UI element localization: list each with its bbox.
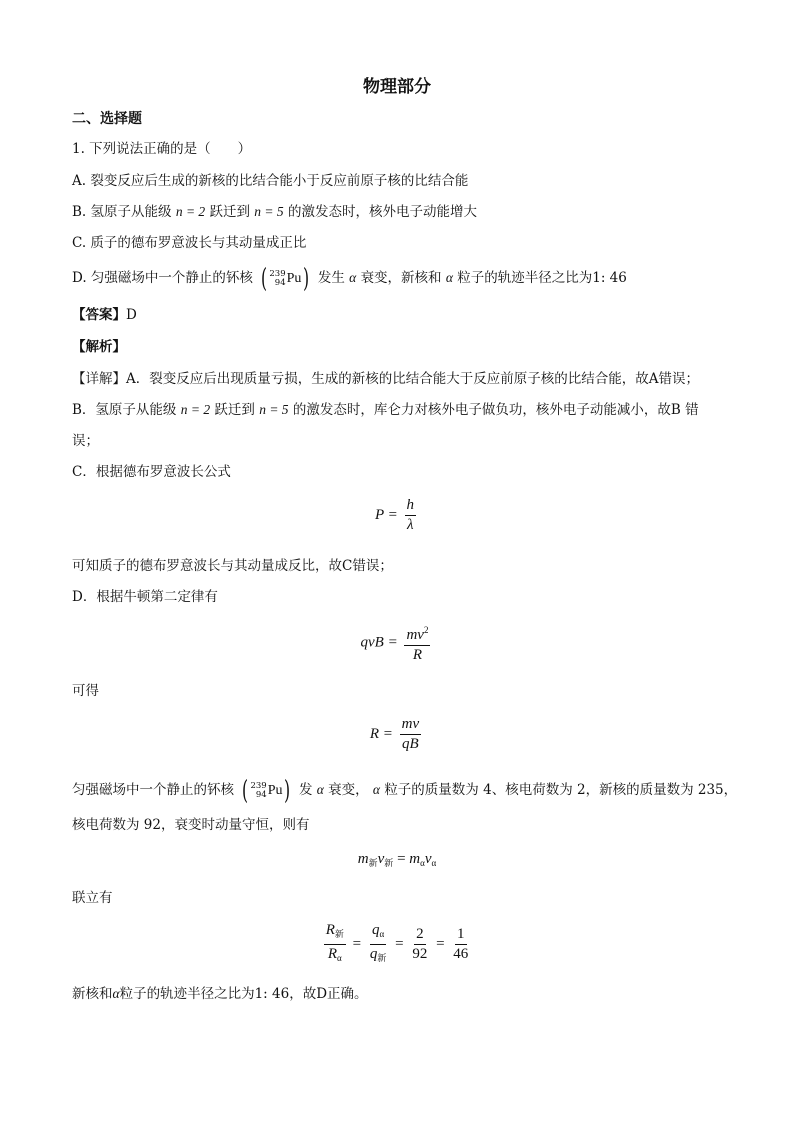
- formula-q-lhs: qvB =: [360, 634, 398, 651]
- fraction-numerator: 1: [455, 926, 467, 945]
- explain-d-then: 可得: [72, 683, 99, 699]
- sub-new: 新: [368, 858, 378, 868]
- option-d-text-1: D. 匀强磁场中一个静止的钚核: [72, 270, 253, 286]
- fraction-denominator: 46: [453, 946, 469, 962]
- detail-label: 【详解】: [72, 371, 126, 387]
- element-symbol: Pu: [286, 270, 302, 286]
- equals-sign: =: [397, 851, 406, 867]
- formula-r-lhs: R =: [369, 725, 393, 742]
- fraction-numerator: [370, 922, 386, 945]
- formula-momentum: [0, 497, 794, 534]
- q-alpha: q: [371, 922, 380, 938]
- fraction-numerator: 2: [414, 926, 426, 945]
- charge-number: 94: [274, 277, 286, 288]
- explain-d-text-b: 发: [298, 782, 313, 798]
- explain-d-text-a: 匀强磁场中一个静止的钚核: [72, 782, 234, 798]
- numerator-mv: mv: [406, 627, 424, 643]
- plutonium-nuclide: [259, 263, 311, 294]
- r-new: R: [325, 922, 335, 938]
- v-alpha: v: [424, 851, 432, 867]
- fraction-numerator: h: [405, 497, 417, 516]
- option-b-level-1: n = 2: [175, 204, 206, 219]
- formula-lorentz: [0, 622, 794, 664]
- fraction-1-46: [451, 926, 470, 963]
- element-symbol: Pu: [267, 782, 283, 798]
- explain-d-text-c: 衰变，: [328, 782, 369, 798]
- option-a: A. 裂变反应后生成的新核的比结合能小于反应前原子核的比结合能: [72, 173, 469, 189]
- sub-alpha: α: [337, 953, 342, 963]
- option-d-text-2: 发生: [317, 270, 345, 286]
- numerator-exponent: 2: [423, 625, 429, 635]
- alpha-symbol: α: [112, 986, 120, 1001]
- explain-d-momentum: 核电荷数为 92，衰变时动量守恒，则有: [72, 817, 310, 833]
- explain-d-decay: [72, 775, 738, 806]
- fraction-numerator: [324, 922, 346, 945]
- alpha-symbol: α: [316, 782, 324, 797]
- equals-sign: =: [395, 935, 404, 952]
- explain-d-intro: D．根据牛顿第二定律有: [72, 589, 218, 605]
- formula-radius: [0, 716, 794, 753]
- explain-d-final: [72, 984, 368, 1004]
- option-b: [72, 202, 477, 222]
- final-text-a: 新核和: [72, 986, 113, 1002]
- alpha-symbol: α: [445, 270, 453, 285]
- fraction-denominator: λ: [407, 517, 414, 533]
- final-text-b: 粒子的轨迹半径之比为1: 46，故D正确。: [119, 986, 368, 1002]
- left-paren: (: [261, 263, 268, 294]
- explain-c-conclusion: 可知质子的德布罗意波长与其动量成反比，故C错误；: [72, 558, 393, 574]
- charge-number: 94: [255, 789, 267, 800]
- right-paren: ): [303, 263, 310, 294]
- explain-b-text-2: 跃迁到: [214, 402, 255, 418]
- m-alpha: m: [409, 851, 421, 867]
- option-b-text-1: B. 氢原子从能级: [72, 204, 172, 220]
- r-alpha: R: [327, 946, 337, 962]
- formula-ratio: [0, 922, 794, 967]
- v-new: v: [377, 851, 385, 867]
- alpha-symbol: α: [349, 270, 357, 285]
- explain-b-text-1: B．氢原子从能级: [72, 402, 177, 418]
- fraction-denominator: [326, 945, 344, 967]
- explain-b-level-2: n = 5: [259, 402, 289, 417]
- nuclide-scripts: [269, 270, 285, 288]
- formula-conservation: [0, 851, 794, 869]
- fraction-denominator: 92: [412, 946, 428, 962]
- fraction-denominator: qB: [402, 736, 419, 752]
- explain-a: [72, 369, 699, 389]
- right-paren: ): [284, 775, 291, 806]
- equals-sign: =: [352, 935, 362, 952]
- explain-a-text: A．裂变反应后出现质量亏损，生成的新核的比结合能大于反应前原子核的比结合能，故A错误；: [126, 371, 699, 387]
- option-b-level-2: n = 5: [254, 204, 284, 219]
- explain-c-intro: C．根据德布罗意波长公式: [72, 464, 231, 480]
- option-c: C. 质子的德布罗意波长与其动量成正比: [72, 235, 307, 251]
- formula-p-lhs: P =: [374, 506, 398, 523]
- section-heading: 二、选择题: [72, 111, 142, 127]
- fraction-mv-qb: [400, 716, 422, 753]
- answer-line: [72, 305, 137, 325]
- answer-label: 【答案】: [72, 307, 126, 323]
- fraction-denominator: [368, 945, 389, 967]
- option-d-text-4: 粒子的轨迹半径之比为1: 46: [457, 270, 627, 286]
- explain-b-level-1: n = 2: [180, 402, 211, 417]
- plutonium-nuclide: [240, 775, 292, 806]
- option-b-text-2: 跃迁到: [209, 204, 250, 220]
- sub-new: 新: [334, 929, 344, 939]
- sub-new: 新: [384, 858, 394, 868]
- analysis-label: 【解析】: [72, 339, 126, 355]
- sub-alpha: α: [379, 929, 385, 939]
- explain-b-cont: 误；: [72, 433, 99, 449]
- fraction-numerator: [404, 622, 430, 646]
- q-new: q: [369, 946, 378, 962]
- fraction-numerator: mv: [400, 716, 422, 735]
- option-d: [72, 263, 627, 294]
- mass-number: 239: [250, 780, 267, 791]
- fraction-denominator: R: [412, 647, 423, 663]
- answer-value: D: [126, 307, 137, 323]
- fraction-r-ratio: [324, 922, 346, 967]
- option-d-text-3: 衰变，新核和: [360, 270, 442, 286]
- sub-alpha: α: [420, 858, 425, 868]
- fraction-h-lambda: [405, 497, 417, 534]
- m-new: m: [357, 851, 369, 867]
- page-title: 物理部分: [363, 77, 431, 97]
- explain-d-combine: 联立有: [72, 890, 113, 906]
- explain-b-text-3: 的激发态时，库仑力对核外电子做负功，核外电子动能减小，故B 错: [292, 402, 699, 418]
- explain-b: [72, 400, 699, 420]
- left-paren: (: [242, 775, 249, 806]
- alpha-symbol: α: [372, 782, 381, 797]
- explain-d-text-d: 粒子的质量数为 4、核电荷数为 2，新核的质量数为 235，: [384, 782, 738, 798]
- fraction-mv2-r: [404, 622, 430, 664]
- fraction-q-ratio: [368, 922, 389, 967]
- equals-sign: =: [436, 935, 445, 952]
- mass-number: 239: [269, 268, 286, 279]
- sub-alpha: α: [431, 858, 437, 868]
- option-b-text-3: 的激发态时，核外电子动能增大: [287, 204, 477, 220]
- fraction-2-92: [410, 926, 429, 963]
- sub-new: 新: [377, 953, 387, 963]
- question-stem: 1. 下列说法正确的是（ ）: [72, 141, 252, 157]
- nuclide-scripts: [250, 782, 266, 800]
